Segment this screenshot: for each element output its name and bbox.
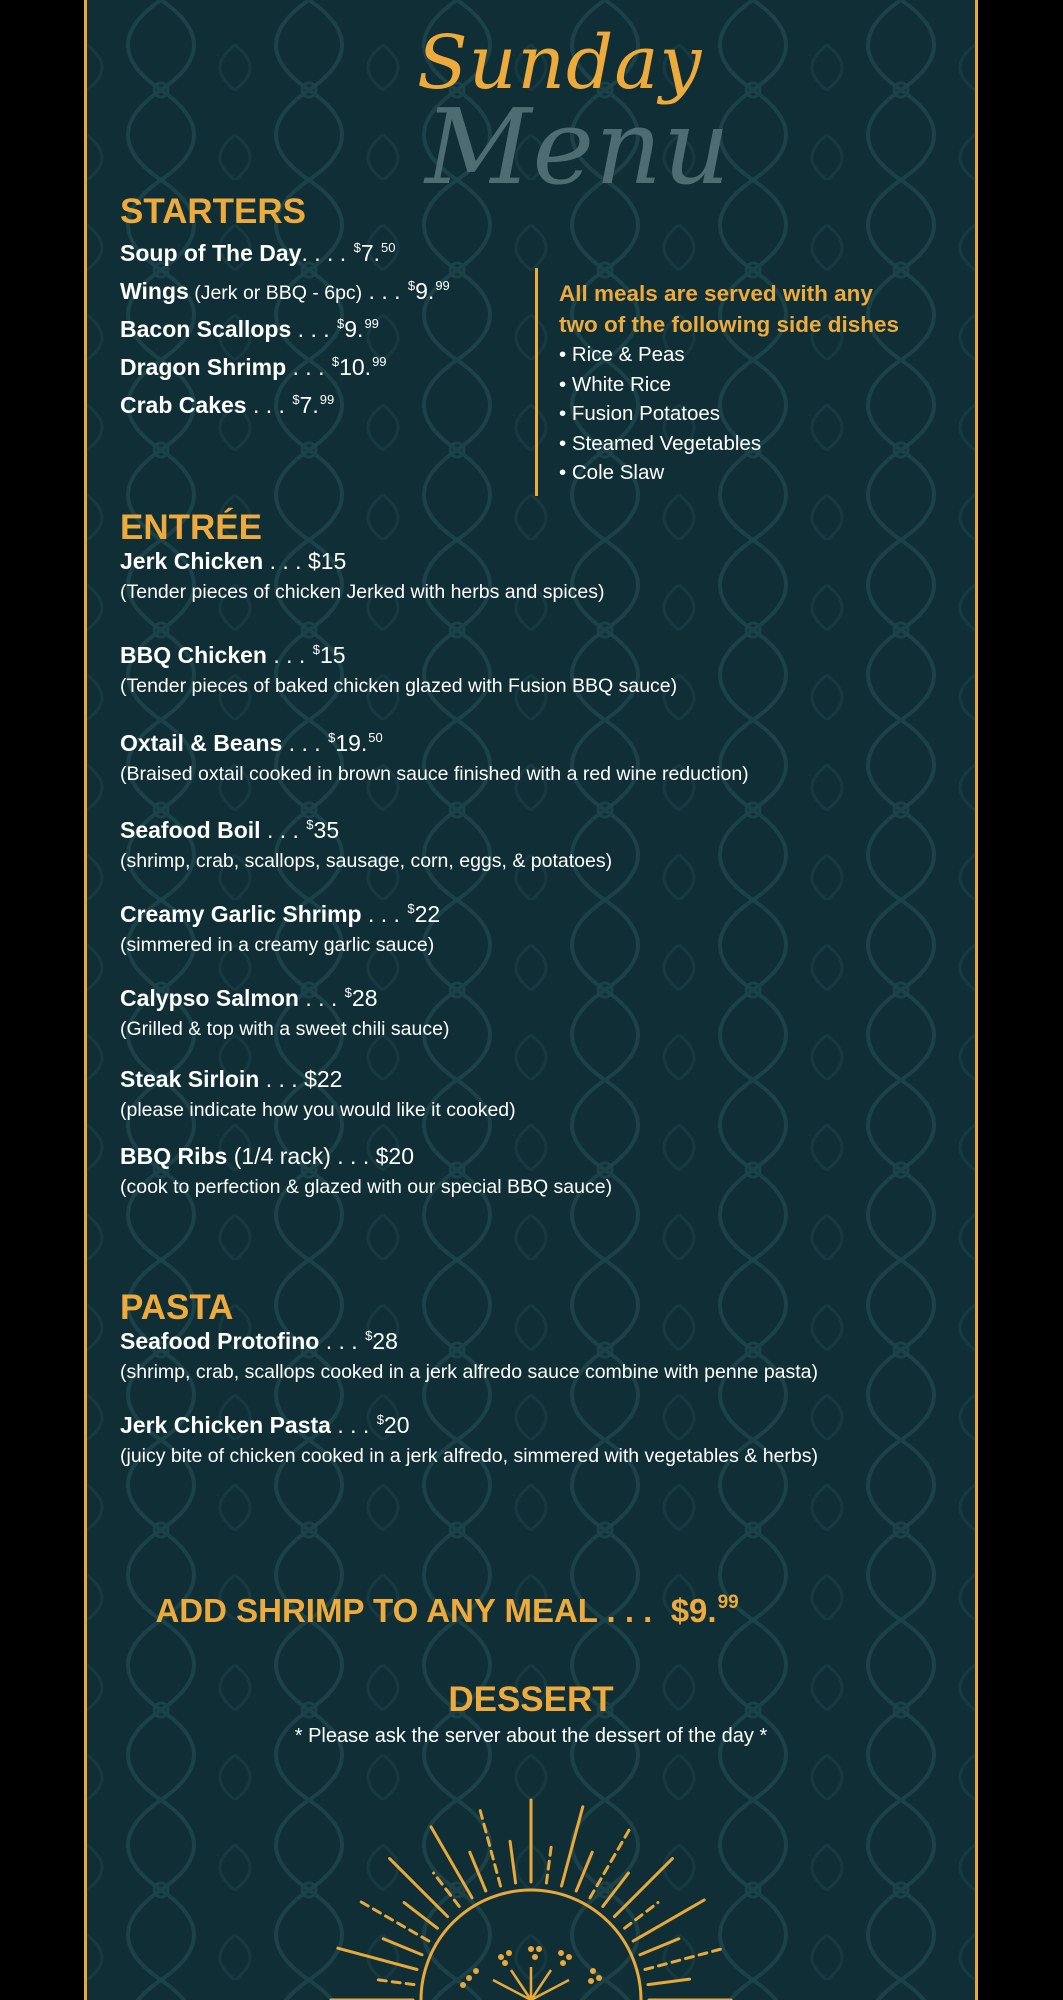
sunburst-ray: [383, 1939, 422, 1955]
pasta-name: Seafood Protofino: [120, 1328, 320, 1354]
dessert-heading: DESSERT: [448, 1680, 614, 1719]
entree-name: BBQ Ribs: [120, 1143, 228, 1169]
sunburst-ray: [625, 1903, 658, 1929]
sunburst-ray: [390, 1859, 448, 1917]
starter-price: 7.: [299, 392, 319, 418]
entree-name: BBQ Chicken: [120, 642, 267, 668]
starters-list: [120, 240, 450, 430]
sides-heading-line2: two of the following side dishes: [559, 312, 900, 337]
title-menu: Menu: [425, 86, 731, 208]
entree-item: Jerk Chicken . . . $15 (Tender pieces of chicken Jerked with herbs and spices): [120, 548, 605, 603]
sunburst-ray: [431, 1827, 472, 1898]
sunburst-ray: [404, 1903, 437, 1929]
pasta-name: Jerk Chicken Pasta: [120, 1412, 331, 1438]
sunburst-ray: [479, 1807, 500, 1886]
entree-name: Oxtail & Beans: [120, 730, 283, 756]
starter-item: Crab Cakes . . . $7.99: [120, 392, 335, 418]
sunburst-ornament: [271, 1795, 791, 2000]
starter-item: Wings (Jerk or BBQ - 6pc) . . . $9.99: [120, 278, 450, 304]
pasta-price: 20: [383, 1412, 410, 1438]
entree-description: (Grilled & top with a sweet chili sauce): [120, 1018, 450, 1040]
starter-name: Crab Cakes: [120, 392, 247, 418]
entree-price: 15: [319, 642, 346, 668]
sunburst-ray: [372, 1979, 414, 1985]
starter-name: Bacon Scallops: [120, 316, 292, 342]
starter-price: 9.: [415, 278, 435, 304]
side-item: • Cole Slaw: [559, 461, 665, 484]
entree-name: Calypso Salmon: [120, 985, 299, 1011]
sunburst-ray: [434, 1873, 460, 1906]
entree-description: (Tender pieces of baked chicken glazed with Fusion BBQ sauce): [120, 675, 678, 697]
entree-heading: ENTRÉE: [120, 508, 262, 547]
sunburst-ray: [546, 1841, 552, 1883]
entree-price: $20: [375, 1143, 414, 1169]
starters-heading: STARTERS: [120, 192, 307, 231]
entree-item: Calypso Salmon . . . $28 (Grilled & top with a sweet chili sauce): [120, 985, 450, 1040]
menu-panel: [84, 0, 978, 2000]
sunburst-ray: [470, 1852, 486, 1891]
entree-price: 22: [414, 901, 441, 927]
starter-item: Dragon Shrimp . . . $10.99: [120, 354, 387, 380]
sunburst-ray: [576, 1852, 592, 1891]
sunburst-ray: [603, 1873, 629, 1906]
sides-divider: [535, 268, 538, 496]
add-shrimp-offer: ADD SHRIMP TO ANY MEAL . . . $9.99: [155, 1592, 739, 1629]
starter-price: 9.: [344, 316, 364, 342]
pasta-description: (shrimp, crab, scallops cooked in a jerk alfredo sauce combine with penne pasta): [120, 1361, 819, 1383]
entree-item: Seafood Boil . . . $35 (shrimp, crab, scallops, sausage, corn, eggs, & potatoes): [120, 817, 613, 872]
side-item: • Steamed Vegetables: [559, 431, 762, 455]
sunburst-ray: [633, 1900, 704, 1941]
pasta-item: Seafood Protofino . . . $28 (shrimp, crab, scallops cooked in a jerk alfredo sauce combine with penne pasta): [120, 1328, 819, 1383]
sunburst-ray: [510, 1841, 515, 1883]
pasta-price: 28: [372, 1328, 398, 1354]
dessert-note: * Please ask the server about the dessert of the day *: [294, 1725, 768, 1747]
starter-note: (Jerk or BBQ - 6pc): [188, 282, 363, 304]
starter-dots: . . . .: [301, 240, 353, 266]
entree-item: Creamy Garlic Shrimp . . . $22 (simmered in a creamy garlic sauce): [120, 901, 441, 956]
sunburst-ray: [358, 1900, 429, 1941]
sunburst-ray: [562, 1807, 583, 1886]
starter-name: Soup of The Day: [120, 240, 302, 266]
entree-price: 28: [351, 985, 378, 1011]
entree-item: BBQ Ribs (1/4 rack) . . . $20 (cook to perfection & glazed with our special BBQ sauce): [120, 1143, 613, 1198]
starter-item: Bacon Scallops . . . $9.99: [120, 316, 379, 342]
entree-item: Oxtail & Beans . . . $19.50 (Braised oxtail cooked in brown sauce finished with a red wine reduction): [120, 730, 749, 785]
title-sunday: Sunday: [417, 20, 703, 106]
starter-item: Soup of The Day. . . . $7.50: [120, 240, 396, 266]
starter-name: Wings: [120, 278, 189, 304]
sides-heading-line1: All meals are served with any: [559, 281, 873, 306]
add-shrimp-text: ADD SHRIMP TO ANY MEAL . . .: [155, 1592, 671, 1629]
pasta-description: (juicy bite of chicken cooked in a jerk alfredo, simmered with vegetables & herbs): [120, 1445, 818, 1467]
entree-description: (simmered in a creamy garlic sauce): [120, 934, 435, 956]
entree-description: (cook to perfection & glazed with our special BBQ sauce): [120, 1176, 613, 1198]
entree-item: BBQ Chicken . . . $15 (Tender pieces of baked chicken glazed with Fusion BBQ sauce): [120, 642, 678, 697]
entree-name: Steak Sirloin: [120, 1066, 260, 1092]
sunburst-ray: [590, 1827, 631, 1898]
entree-name: Jerk Chicken: [120, 548, 264, 574]
pasta-item: Jerk Chicken Pasta . . . $20 (juicy bite of chicken cooked in a jerk alfredo, simmered with vegetables & herbs): [120, 1412, 818, 1467]
entree-description: (shrimp, crab, scallops, sausage, corn, eggs, & potatoes): [120, 850, 613, 872]
entree-price: $22: [304, 1066, 343, 1092]
sunburst-ray: [640, 1939, 679, 1955]
pasta-heading: PASTA: [120, 1288, 234, 1327]
entree-description: (Braised oxtail cooked in brown sauce finished with a red wine reduction): [120, 763, 749, 785]
entree-price: $15: [307, 548, 347, 574]
entree-description: (Tender pieces of chicken Jerked with herbs and spices): [120, 581, 605, 603]
side-item: • White Rice: [559, 372, 671, 396]
entree-item: Steak Sirloin . . . $22 (please indicate how you would like it cooked): [120, 1066, 516, 1121]
entree-note: (1/4 rack): [227, 1143, 331, 1169]
entree-price: 19.: [335, 730, 368, 756]
add-shrimp-price: $9.: [670, 1592, 717, 1629]
starter-name: Dragon Shrimp: [120, 354, 287, 380]
sunburst-ray: [648, 1979, 690, 1985]
sunburst-ray: [614, 1859, 672, 1917]
side-item: • Rice & Peas: [559, 343, 685, 366]
starter-price: 7.: [360, 240, 380, 266]
sunburst-ray: [338, 1948, 417, 1969]
entree-name: Seafood Boil: [120, 817, 261, 843]
starter-price: 10.: [339, 354, 372, 380]
entree-description: (please indicate how you would like it cooked): [120, 1099, 516, 1121]
entree-name: Creamy Garlic Shrimp: [120, 901, 362, 927]
entree-price: 35: [313, 817, 340, 843]
side-item: • Fusion Potatoes: [559, 402, 721, 425]
sides-box: [559, 278, 899, 488]
sunburst-ray: [645, 1948, 724, 1969]
